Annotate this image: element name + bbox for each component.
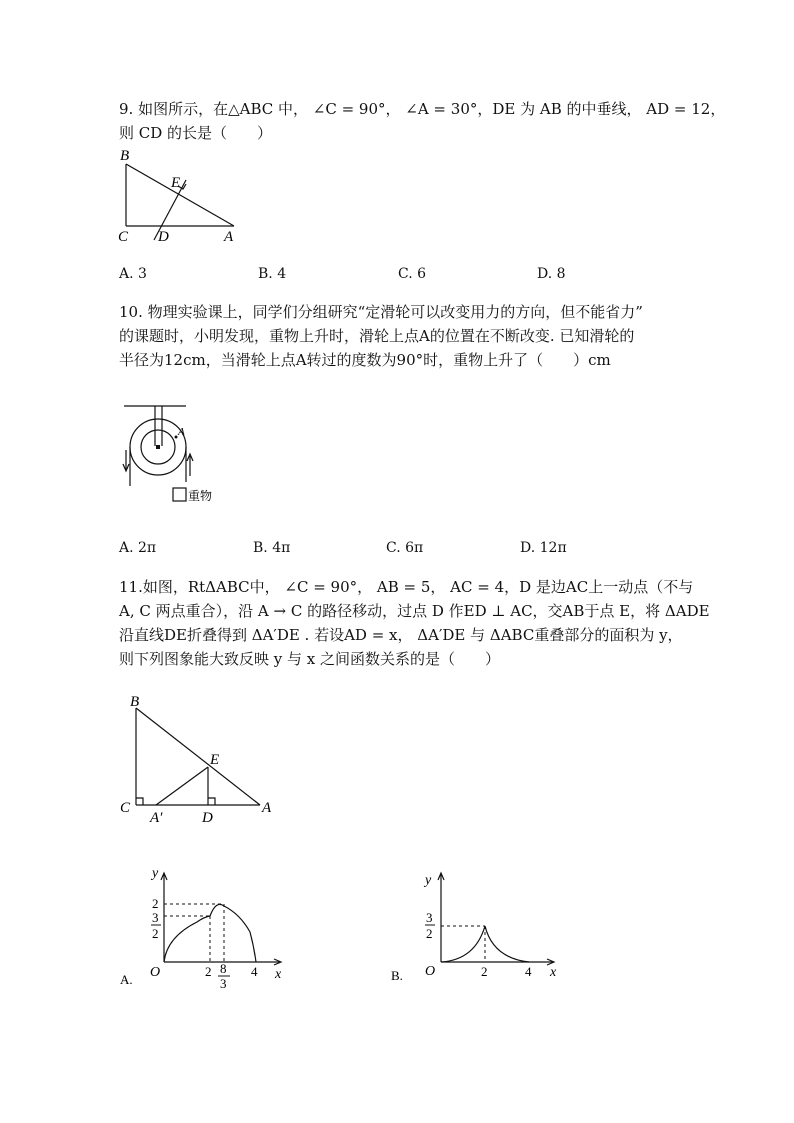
- graph-a-tick-y2: 2: [152, 896, 159, 911]
- q9-option-c[interactable]: C. 6: [398, 266, 427, 282]
- graph-b-x-label: x: [550, 965, 557, 980]
- q9-triangle-figure: [110, 140, 250, 250]
- q11-right-angle-c: [136, 798, 143, 805]
- q9-label-c: C: [118, 229, 129, 245]
- q11-label-b: B: [130, 694, 140, 710]
- q11-text-line1: 11.如图，RtΔABC中， ∠C = 90°， AB = 5， AC = 4，D 是边AC上一动点（不与: [119, 578, 694, 596]
- q9-option-b[interactable]: B. 4: [258, 266, 287, 282]
- q10-text-line3: 半径为12cm，当滑轮上点A转过的度数为90°时，重物上升了（ ）cm: [119, 351, 611, 369]
- q10-option-b[interactable]: B. 4π: [253, 540, 291, 556]
- graph-b-tick-y-den: 2: [426, 926, 433, 941]
- q10-axle: [156, 445, 160, 449]
- q11-label-e: E: [210, 752, 220, 768]
- graph-a-curve-rise: [164, 916, 210, 962]
- q10-text-line2: 的课题时，小明发现，重物上升时，滑轮上点A的位置在不断改变. 已知滑轮的: [119, 327, 635, 345]
- graph-b-tick-x2: 2: [481, 964, 488, 979]
- graph-b-curve-left: [441, 926, 485, 962]
- q11-label-a: A: [262, 800, 272, 816]
- graph-a-tick-x-den: 3: [220, 976, 227, 991]
- graph-b-tick-x4: 4: [525, 964, 532, 979]
- graph-b-y-label: y: [425, 873, 432, 888]
- q10-pulley-figure: [110, 398, 250, 510]
- graph-b-curve-right: [485, 926, 529, 962]
- q9-label-a: A: [224, 229, 234, 245]
- graph-a-curve-arch: [210, 904, 256, 962]
- graph-a-tick-y-num: 3: [152, 910, 159, 925]
- graph-a-x-label: x: [275, 967, 282, 982]
- q9-side-ab: [126, 164, 234, 226]
- graph-a-tick-y-den: 2: [152, 926, 159, 941]
- q9-text-line2: 则 CD 的长是（ ）: [119, 124, 273, 142]
- q11-graph-b[interactable]: [385, 862, 565, 987]
- graph-a-tick-x4: 4: [251, 964, 258, 979]
- q11-label-d: D: [202, 810, 213, 826]
- q11-text-line4: 则下列图象能大致反映 y 与 x 之间函数关系的是（ ）: [119, 650, 501, 668]
- q10-option-d[interactable]: D. 12π: [520, 540, 567, 556]
- q10-label-weight: 重物: [188, 489, 213, 503]
- q10-weight-box: [173, 488, 186, 501]
- q11-side-ab: [136, 708, 260, 805]
- q11-label-c: C: [120, 800, 131, 816]
- q9-label-e: E: [171, 175, 181, 191]
- q9-label-b: B: [120, 148, 130, 164]
- q11-right-angle-d: [208, 798, 215, 805]
- q9-option-a[interactable]: A. 3: [119, 266, 147, 282]
- graph-a-tick-x-num: 8: [220, 961, 227, 976]
- graph-b-origin: O: [425, 964, 436, 979]
- q10-label-a: A: [178, 426, 185, 438]
- graph-a-tick-x2: 2: [205, 964, 212, 979]
- graph-a-origin: O: [150, 965, 161, 980]
- graph-b-option-label[interactable]: B.: [391, 968, 403, 983]
- q10-option-a[interactable]: A. 2π: [119, 540, 157, 556]
- q9-label-d: D: [158, 229, 169, 245]
- q11-label-a-prime: A′: [150, 810, 163, 826]
- q10-text-line1: 10. 物理实验课上，同学们分组研究“定滑轮可以改变用力的方向，但不能省力”: [119, 303, 643, 321]
- q11-triangle-figure: [110, 690, 290, 830]
- q9-option-d[interactable]: D. 8: [537, 266, 566, 282]
- graph-a-option-label[interactable]: A.: [120, 972, 133, 987]
- graph-a-y-label: y: [152, 866, 159, 881]
- q11-graph-a[interactable]: [112, 862, 292, 992]
- q11-text-line3: 沿直线DE折叠得到 ΔA′DE . 若设AD = x， ΔA′DE 与 ΔABC重叠部分的面积为 y，: [119, 626, 683, 644]
- graph-b-tick-y-num: 3: [426, 910, 433, 925]
- q11-segment-a1e: [156, 767, 208, 805]
- q11-text-line2: A, C 两点重合），沿 A → C 的路径移动，过点 D 作ED ⊥ AC，交AB于点 E，将 ΔADE: [119, 602, 710, 620]
- q9-text-line1: 9. 如图所示，在△ABC 中， ∠C = 90°， ∠A = 30°，DE 为 AB 的中垂线， AD = 12，: [119, 100, 726, 118]
- q10-option-c[interactable]: C. 6π: [386, 540, 424, 556]
